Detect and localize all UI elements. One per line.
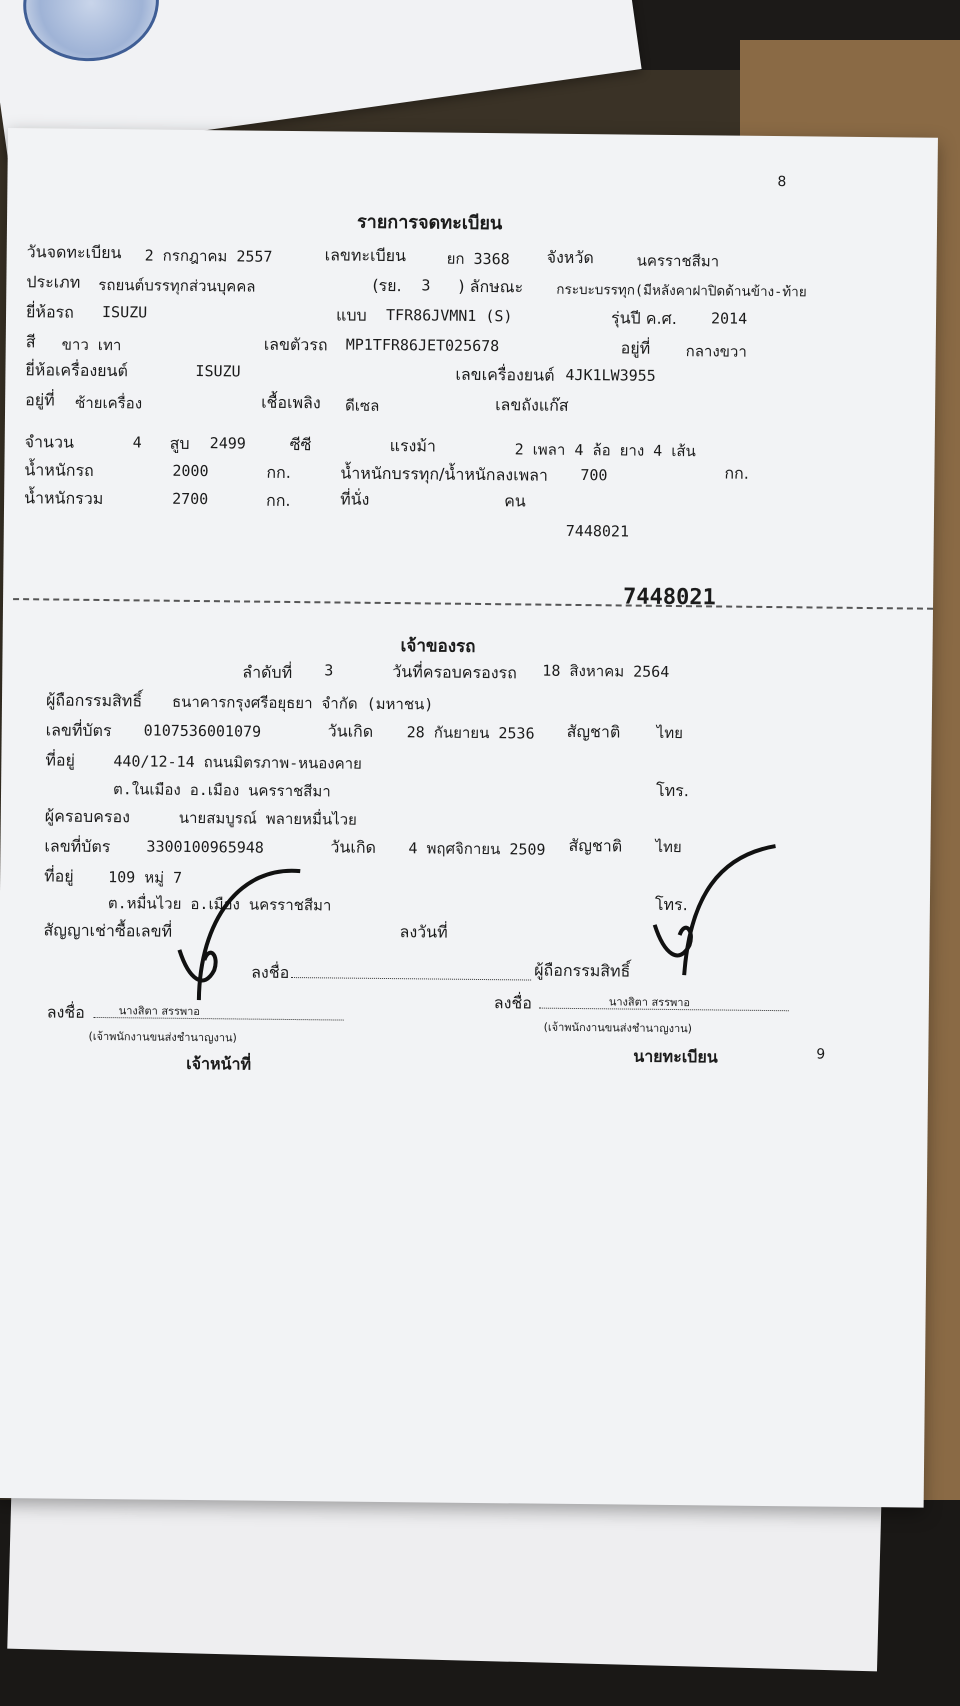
right-signer-role: (เจ้าพนักงานขนส่งชำนาญงาน): [543, 1020, 693, 1036]
possession-date: 18 สิงหาคม 2564: [542, 661, 670, 681]
possessor-name: นายสมบูรณ์ พลายหมื่นไวย: [178, 808, 357, 829]
official-seal-logo: [16, 0, 167, 70]
label: เลขที่บัตร: [44, 836, 111, 857]
unit: กก.: [724, 463, 749, 483]
possessor-nationality: ไทย: [655, 837, 682, 857]
page-number-bottom: 9: [816, 1046, 826, 1063]
possessor-id: 3300100965948: [146, 837, 264, 857]
label: เลขที่บัตร: [45, 720, 112, 741]
label: น้ำหนักรถ: [24, 460, 94, 480]
label: ยี่ห้อเครื่องยนต์: [25, 360, 128, 381]
vehicle-type: รถยนต์บรรทุกส่วนบุคคล: [98, 275, 256, 296]
owner-heading: เจ้าของรถ: [400, 636, 476, 657]
fuel-type: ดีเซล: [345, 396, 380, 415]
engine-number: 4JK1LW3955: [565, 365, 656, 385]
label: ประเภท: [26, 272, 81, 292]
label: เลขทะเบียน: [324, 245, 407, 266]
label: ผู้ครอบครอง: [44, 806, 131, 827]
label: โทร.: [654, 894, 688, 915]
label: เชื้อเพลิง: [261, 392, 321, 413]
holder-id: 0107536001079: [143, 721, 262, 741]
label: จังหวัด: [546, 247, 594, 268]
label: ยี่ห้อรถ: [25, 302, 74, 322]
label: แรงม้า: [389, 436, 437, 456]
load-weight: 700: [580, 466, 608, 485]
province: นครราชสีมา: [636, 251, 720, 271]
label: สัญชาติ: [566, 721, 621, 742]
label: ลงวันที่: [399, 922, 448, 942]
owner-order: 3: [324, 661, 334, 680]
color: ขาว เทา: [61, 335, 122, 355]
label: สัญชาติ: [568, 835, 623, 856]
left-signer-name: นางสิตา สรรพาอ: [118, 1004, 200, 1019]
document-title: รายการจดทะเบียน: [356, 211, 503, 235]
cylinder-count: 4: [132, 433, 142, 452]
section-divider: [13, 598, 933, 610]
label: อยู่ที่: [620, 338, 651, 358]
label: อยู่ที่: [25, 390, 55, 410]
label: รุ่นปี ค.ศ.: [610, 308, 677, 329]
possessor-dob: 4 พฤศจิกายน 2509: [408, 839, 546, 859]
ownership-holder: ธนาคารกรุงศรีอยุธยา จำกัด (มหาชน): [171, 692, 434, 714]
label: ลำดับที่: [242, 662, 293, 683]
label: ลงชื่อ: [46, 1002, 85, 1022]
possessor-address-line1: 109 หมู่ 7: [108, 868, 183, 887]
registrar-title: นายทะเบียน: [633, 1046, 718, 1067]
engine-cc: 2499: [209, 434, 246, 453]
unit: กก.: [266, 490, 291, 510]
label: วันเกิด: [327, 721, 374, 741]
label: เลขถังแก๊ส: [495, 395, 569, 415]
officer-title: เจ้าหน้าที่: [186, 1053, 252, 1074]
signature-line: [291, 977, 531, 981]
total-weight: 2700: [172, 489, 209, 509]
label: โทร.: [656, 780, 690, 801]
holder-address-line1: 440/12-14 ถนนมิตรภาพ-หนองคาย: [113, 752, 363, 773]
holder-dob: 28 กันยายน 2536: [406, 723, 535, 743]
label: สี: [25, 332, 36, 352]
label: ผู้ถือกรรมสิทธิ์: [534, 960, 631, 981]
possessor-address-line2: ต.หมื่นไวย อ.เมือง นครราชสีมา: [107, 894, 332, 915]
page-number-top: 8: [777, 174, 787, 191]
label: (รย.: [372, 275, 402, 296]
right-signer-name: นางสิตา สรรพาอ: [608, 995, 691, 1010]
ry-number: 3: [421, 276, 431, 295]
registration-date: 2 กรกฎาคม 2557: [144, 246, 273, 266]
label: วันเกิด: [330, 837, 377, 857]
engine-location: ซ้ายเครื่อง: [75, 393, 143, 413]
holder-nationality: ไทย: [656, 723, 684, 743]
serial-number-large: 7448021: [622, 584, 716, 611]
label: เลขตัวรถ: [263, 334, 328, 355]
plate-number: ยก 3368: [446, 249, 510, 269]
axle-wheel-info: 2 เพลา 4 ล้อ ยาง 4 เส้น: [514, 440, 696, 461]
label: ลงชื่อ: [251, 962, 290, 982]
engine-brand: ISUZU: [195, 361, 241, 381]
label: ผู้ถือกรรมสิทธิ์: [45, 690, 143, 711]
label: สูบ: [169, 433, 190, 453]
model-year: 2014: [710, 309, 748, 328]
label: น้ำหนักบรรทุก/น้ำหนักลงเพลา: [340, 463, 549, 485]
chassis-location: กลางขวา: [685, 342, 747, 361]
label: จำนวน: [24, 432, 75, 452]
registration-document: [0, 128, 938, 1508]
left-signer-role: (เจ้าพนักงานขนส่งชำนาญงาน): [88, 1029, 237, 1045]
chassis-number: MP1TFR86JET025678: [345, 335, 500, 356]
label: ลงชื่อ: [493, 993, 533, 1013]
label: ที่อยู่: [44, 866, 74, 886]
label: ที่อยู่: [45, 750, 76, 770]
model: TFR86JVMN1 (S): [385, 305, 513, 326]
label: ) ลักษณะ: [458, 276, 524, 297]
label: แบบ: [335, 305, 367, 325]
vehicle-weight: 2000: [172, 461, 209, 481]
label: ที่นั่ง: [340, 489, 370, 509]
left-signature: [159, 860, 321, 1012]
label: สัญญาเช่าซื้อเลขที่: [43, 920, 173, 941]
serial-number: 7448021: [565, 521, 630, 541]
right-signature: [639, 835, 791, 987]
unit: กก.: [266, 462, 291, 482]
label: วันที่ครอบครองรถ: [392, 662, 517, 683]
label: น้ำหนักรวม: [24, 488, 104, 509]
label: ซีซี: [289, 434, 312, 455]
label: เลขเครื่องยนต์: [455, 364, 555, 385]
brand: ISUZU: [101, 302, 148, 322]
body-style: กระบะบรรทุก(มีหลังคาฝาปิดด้านข้าง-ท้าย: [556, 281, 807, 301]
unit: คน: [504, 491, 526, 511]
holder-address-line2: ต.ในเมือง อ.เมือง นครราชสีมา: [112, 780, 331, 801]
label: วันจดทะเบียน: [26, 242, 122, 263]
